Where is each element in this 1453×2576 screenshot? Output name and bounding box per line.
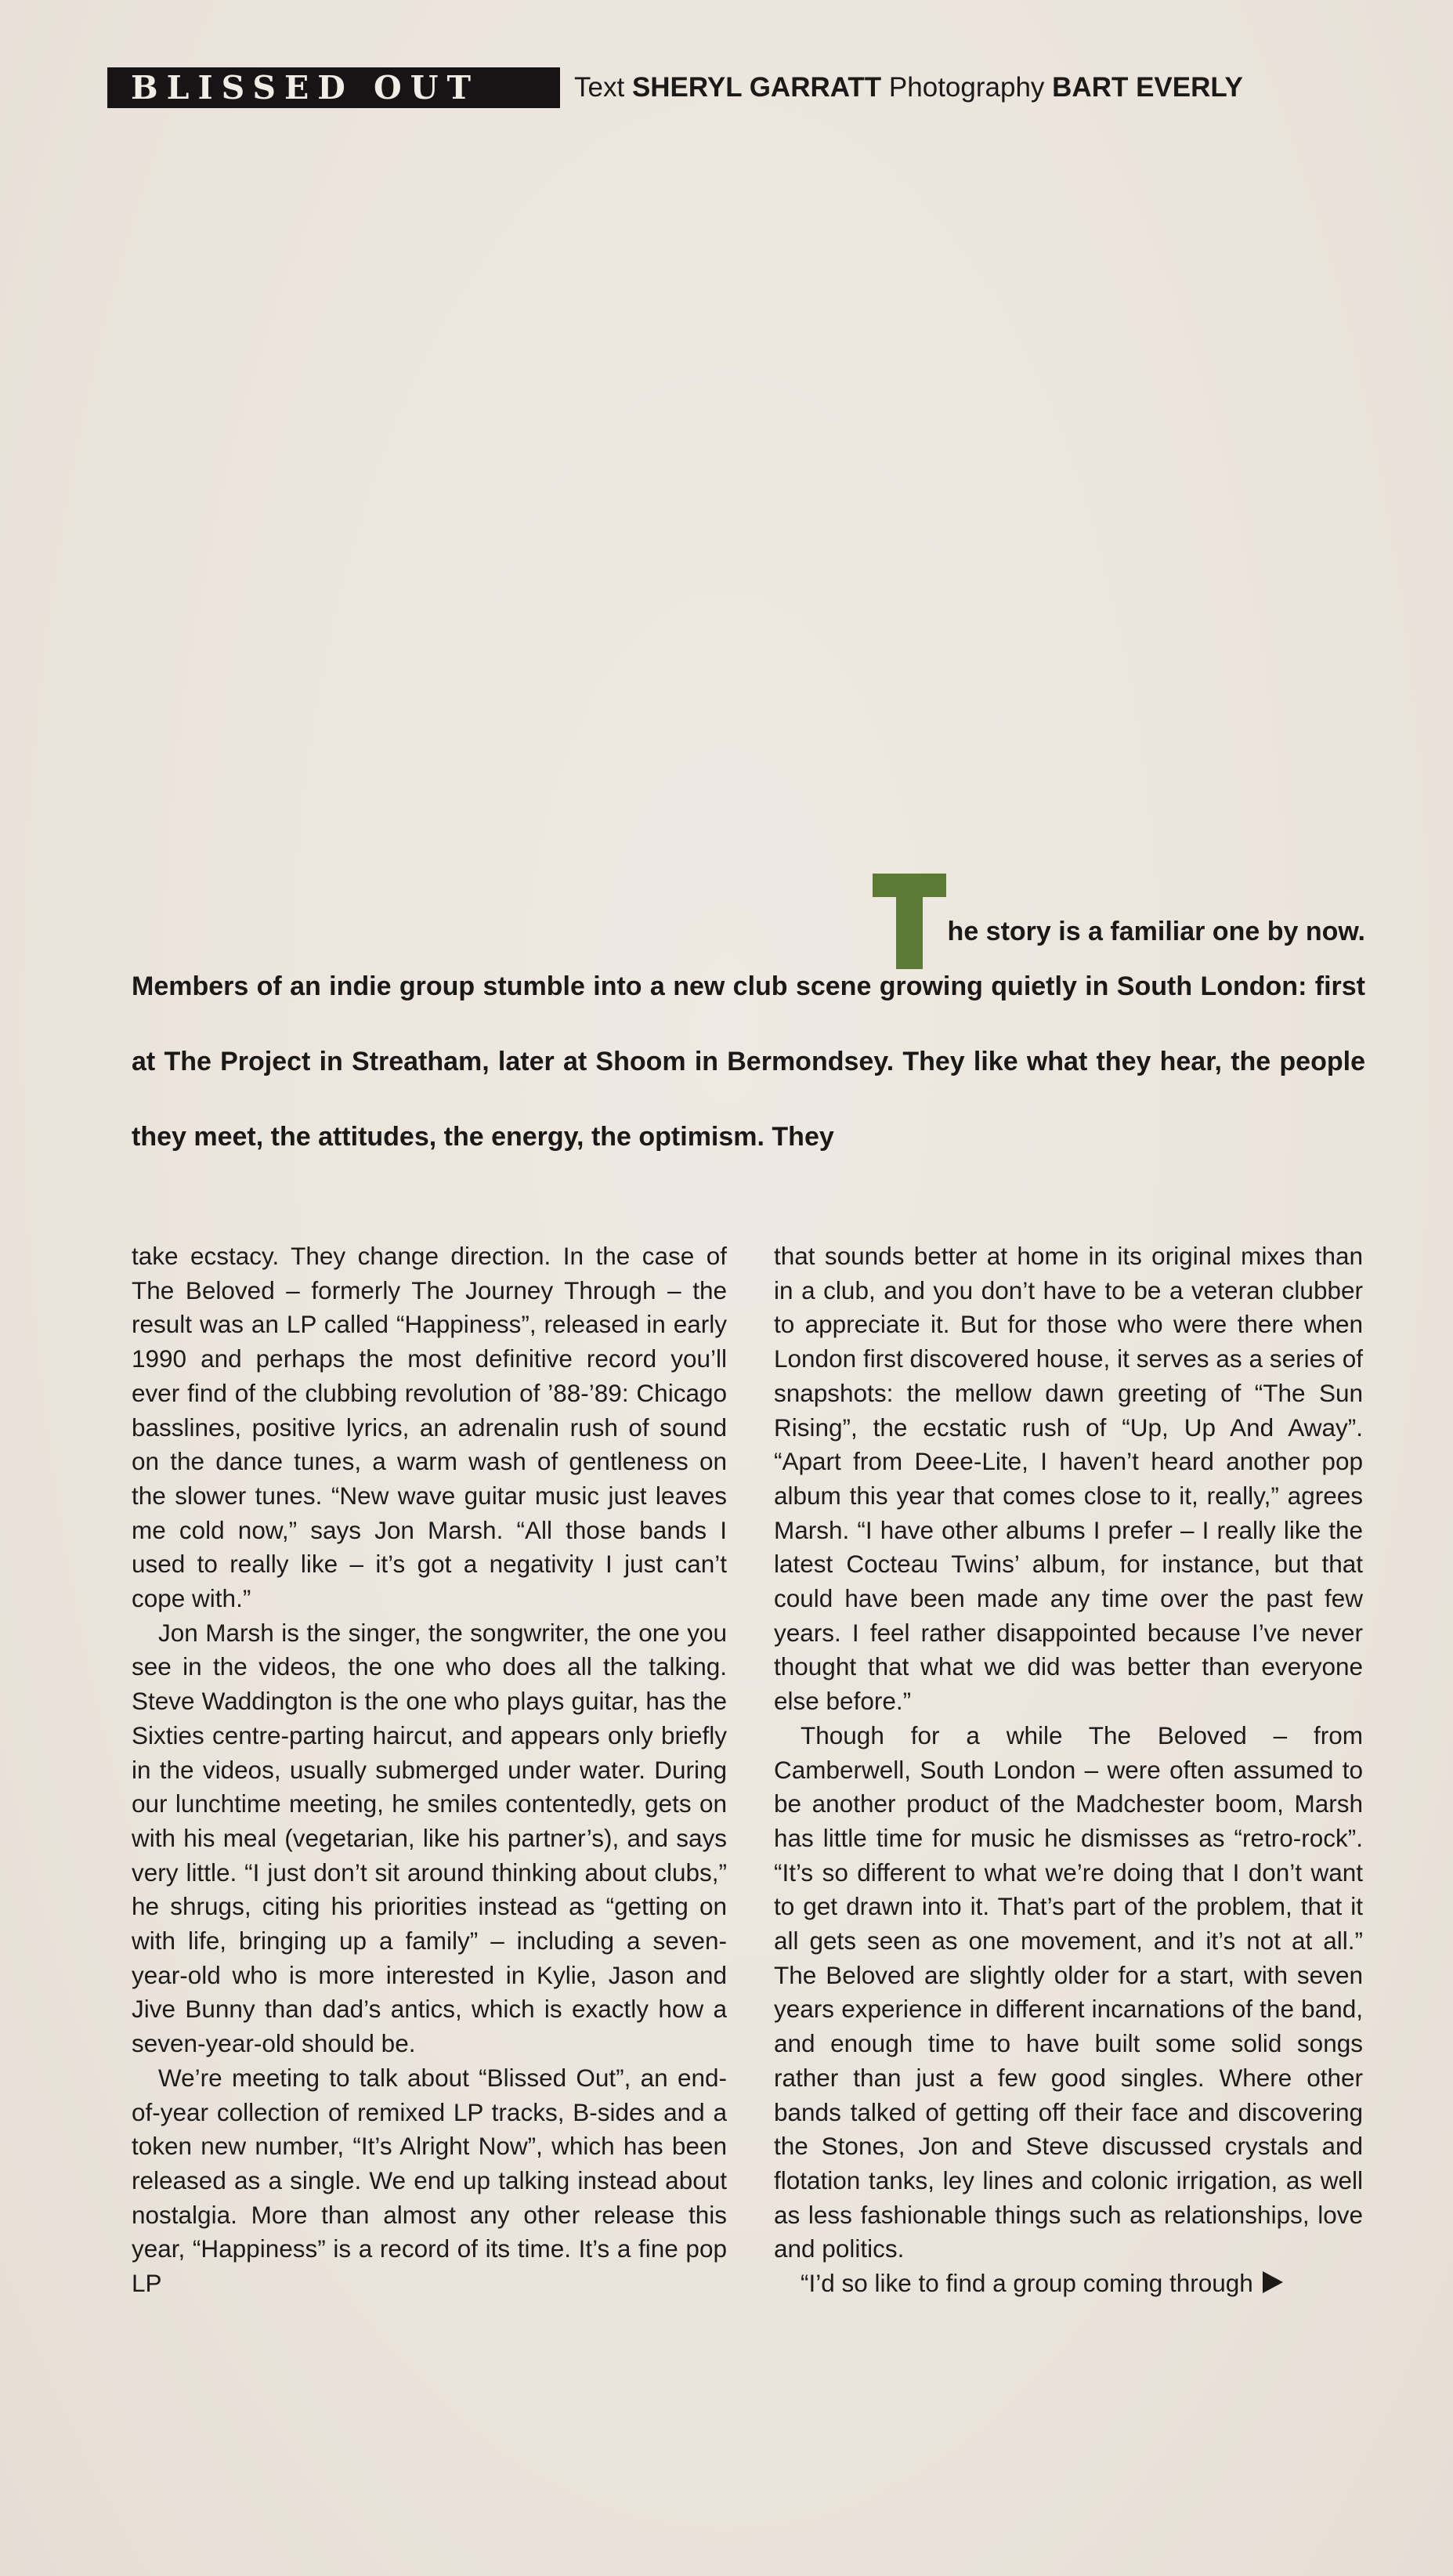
body-column-left (132, 1239, 727, 2301)
dropcap-t (873, 874, 946, 969)
show-through-background (94, 439, 1347, 846)
text-credit-label: Text (574, 72, 625, 103)
photographer-name: BART EVERLY (1052, 72, 1243, 103)
left-paragraph-3: We’re meeting to talk about “Blissed Out”, an end-of-year collection of remixed LP tracks, B-sides and a token new number, “It’s Alright Now”, which has been released as a single. We end up talking instead about nostalgia. More than almost any other release this year, “Happiness” is a record of its time. It’s a fine pop LP (132, 2063, 727, 2298)
body-column-right (774, 1239, 1363, 2301)
article-header (107, 67, 1243, 108)
left-paragraph-2: Jon Marsh is the singer, the songwriter, the one you see in the videos, the one who does all the talking. Steve Waddington is the one who plays guitar, has the Sixties centre-parting haircut, and appears only briefly in the videos, usually submerged under water. During our lunchtime meeting, he smiles contentedly, gets on with his meal (vegetarian, like his partner’s), and says very little. “I just don’t sit around thinking about clubs,” he shrugs, citing his priorities instead as “getting on with life, bringing up a family” – including a seven-year-old who is more interested in Kylie, Jason and Jive Bunny than dad’s antics, which is exactly how a seven-year-old should be. (132, 1618, 727, 2058)
right-paragraph-3 (774, 2267, 1363, 2301)
left-paragraph-1: take ecstacy. They change direction. In the case of The Beloved – formerly The Journey Through – the result was an LP called “Happiness”, released in early 1990 and perhaps the most definitive record you’ll ever find of the clubbing revolution of ’88-’89: Chicago basslines, positive lyrics, an adrenalin rush of sound on the dance tunes, a warm wash of gentleness on the slower tunes. “New wave guitar music just leaves me cold now,” says Jon Marsh. “All those bands I used to really like – it’s got a negativity I just can’t cope with.” (132, 1242, 727, 1613)
standfirst (132, 874, 1365, 1174)
article-credits (574, 72, 1243, 103)
standfirst-first-line-text: he story is a familiar one by now. (947, 917, 1365, 946)
right-paragraph-1: that sounds better at home in its original mixes than in a club, and you don’t have to be a veteran clubber to appreciate it. But for those who were there when London first discovered house, it serves as a series of snapshots: the mellow dawn greeting of “The Sun Rising”, the ecstatic rush of “Up, Up And Away”. “Apart from Deee-Lite, I haven’t heard another pop album this year that comes close to it, really,” agrees Marsh. “I have other albums I prefer – I really like the latest Cocteau Twins’ album, for instance, but that could have been made any time over the past few years. I feel rather disappointed because I’ve never thought that what we did was better than everyone else before.” (774, 1242, 1363, 1716)
photo-credit-label: Photography (888, 72, 1045, 103)
standfirst-first-line (132, 874, 1365, 949)
section-kicker: BLISSED OUT (107, 67, 560, 108)
right-paragraph-2: Though for a while The Beloved – from Camberwell, South London – were often assumed to be another product of the Madchester boom, Marsh has little time for music he dismisses as “retro-rock”. “It’s so different to what we’re doing that I don’t want to get drawn into it. That’s part of the problem, that it all gets seen as one movement, and it’s not at all.” The Beloved are slightly older for a start, with seven years experience in different incarnations of the band, and enough time to have built some solid songs rather than just a few good singles. Where other bands talked of getting off their face and discovering the Stones, Jon and Steve discussed crystals and flotation tanks, ley lines and colonic irrigation, as well as less fashionable things such as relationships, love and politics. (774, 1720, 1363, 2263)
standfirst-body: Members of an indie group stumble into a new club scene growing quietly in South London: first at The Project in Streatham, later at Shoom in Bermondsey. They like what they hear, the people they meet, the attitudes, the energy, the optimism. They (132, 971, 1365, 1152)
continue-arrow-icon (1263, 2271, 1283, 2293)
right-paragraph-3-text: “I’d so like to find a group coming through (801, 2269, 1253, 2298)
writer-name: SHERYL GARRATT (631, 72, 882, 103)
